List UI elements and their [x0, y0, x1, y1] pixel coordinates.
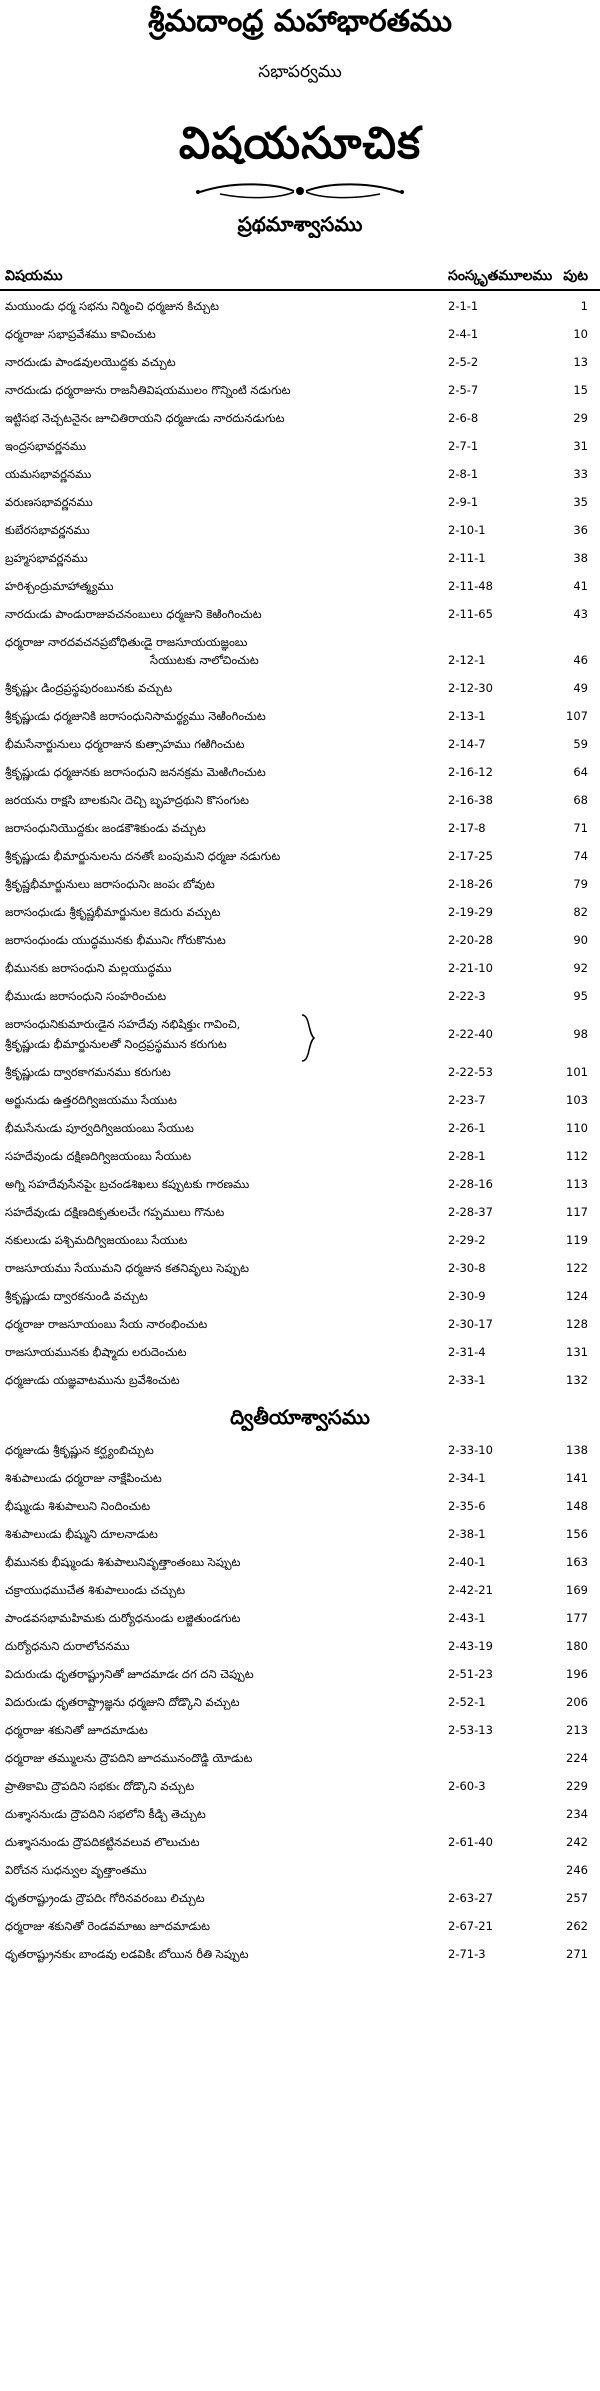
toc-row — [0, 1287, 600, 1311]
entry-page: 271 — [566, 1947, 588, 1961]
toc-row — [0, 1091, 600, 1115]
entry-subject: రాజసూయమునకు భీష్మాదు లరుదెంచుట — [5, 1345, 187, 1359]
entry-subject: ధర్మరాజు శకునితో రెండవమాఱు జూదమాడుట — [5, 1919, 211, 1933]
entry-reference: 2-30-17 — [448, 1317, 493, 1331]
entry-page: 10 — [573, 327, 588, 341]
entry-page: 92 — [573, 961, 588, 975]
entry-page: 103 — [566, 1093, 588, 1107]
entry-reference: 2-11-65 — [448, 607, 493, 621]
entry-reference: 2-71-3 — [448, 1947, 486, 1961]
toc-title: విషయసూచిక — [178, 118, 422, 169]
toc-row — [0, 1203, 600, 1227]
entry-page: 41 — [573, 579, 588, 593]
entry-subject: పాండవసభామహిమకు దుర్యోధనుండు లజ్జితుండగుట — [5, 1611, 241, 1625]
toc-row — [0, 931, 600, 955]
column-header-subject: విషయము — [5, 268, 63, 284]
entry-page: 124 — [566, 1289, 588, 1303]
entry-subject: జరాసంధుఁడు శ్రీకృష్ణభీమార్జునుల కెదురు వచ్చుట — [5, 905, 221, 919]
toc-row — [0, 1119, 600, 1143]
entry-reference: 2-21-10 — [448, 961, 493, 975]
entry-page: 36 — [573, 523, 588, 537]
entry-page: 71 — [573, 821, 588, 835]
entry-page: 107 — [566, 709, 588, 723]
entry-page: 68 — [573, 793, 588, 807]
toc-row — [0, 521, 600, 545]
column-header-reference: సంస్కృతమూలము — [448, 268, 553, 284]
entry-subject: రాజసూయము సేయుమని ధర్మజున కతనివృలు సెప్పుట — [5, 1261, 250, 1275]
toc-row — [0, 1553, 600, 1577]
toc-row — [0, 819, 600, 843]
toc-row — [0, 1805, 600, 1829]
entry-reference: 2-40-1 — [448, 1555, 486, 1569]
entry-reference: 2-5-2 — [448, 355, 479, 369]
entry-reference: 2-26-1 — [448, 1121, 486, 1135]
entry-reference: 2-11-1 — [448, 551, 486, 565]
entry-reference: 2-1-1 — [448, 299, 479, 313]
entry-subject: మయుండు ధర్మ సభను నిర్మించి ధర్మజున కిచ్చుట — [5, 299, 219, 313]
entry-reference: 2-28-16 — [448, 1177, 493, 1191]
entry-page: 206 — [566, 1695, 588, 1709]
entry-reference: 2-11-48 — [448, 579, 493, 593]
toc-row — [0, 1497, 600, 1521]
entry-reference: 2-5-7 — [448, 383, 479, 397]
entry-reference: 2-53-13 — [448, 1723, 493, 1737]
toc-row — [0, 1315, 600, 1339]
entry-subject: శ్రీకృష్ణుఁడు భీమార్జునులను దనతోఁ బంపుమని ధర్మజు నడుగుట — [5, 849, 281, 863]
chapter-title: ప్రథమాశ్వాసము — [237, 212, 363, 236]
entry-page: 95 — [573, 989, 588, 1003]
entry-page: 98 — [573, 1027, 588, 1041]
entry-page: 110 — [566, 1121, 588, 1135]
entry-page: 46 — [573, 653, 588, 667]
flourish-ornament — [190, 178, 410, 204]
toc-row — [0, 493, 600, 517]
entry-subject: సహదేవుండు దక్షిణదిగ్విజయంబు సేయుట — [5, 1149, 192, 1163]
entry-page: 262 — [566, 1919, 588, 1933]
entry-reference: 2-4-1 — [448, 327, 479, 341]
entry-page: 131 — [566, 1345, 588, 1359]
toc-row — [0, 297, 600, 321]
entry-page: 128 — [566, 1317, 588, 1331]
toc-row — [0, 1693, 600, 1717]
entry-subject: ధర్మరాజు తమ్ములను ద్రౌపదిని జూదమునందొడ్డి యోడుట — [5, 1751, 253, 1765]
entry-page: 74 — [573, 849, 588, 863]
toc-row — [0, 465, 600, 489]
toc-row — [0, 847, 600, 871]
entry-page: 64 — [573, 765, 588, 779]
book-title: శ్రీమదాంధ్ర మహాభారతము — [147, 4, 453, 39]
entry-reference: 2-10-1 — [448, 523, 486, 537]
entry-page: 59 — [573, 737, 588, 751]
entry-reference: 2-16-12 — [448, 765, 493, 779]
entry-page: 246 — [566, 1863, 588, 1877]
entry-reference: 2-18-26 — [448, 877, 493, 891]
entry-reference: 2-22-3 — [448, 989, 486, 1003]
toc-row — [0, 381, 600, 405]
entry-reference: 2-35-6 — [448, 1499, 486, 1513]
entry-subject: విరోచన సుధన్వుల వృత్తాంతము — [5, 1863, 147, 1877]
entry-subject: శ్రీకృష్ణుఁడు ద్వారకాగమనము కరుగుట — [5, 1065, 171, 1079]
entry-subject: బ్రహ్మసభావర్ణనము — [5, 551, 88, 565]
toc-row — [0, 577, 600, 601]
entry-subject: నకులుఁడు పశ్చిమదిగ్విజయంబు సేయుట — [5, 1233, 188, 1247]
parva-name: సభాపర్వము — [258, 62, 342, 82]
entry-reference: 2-33-10 — [448, 1443, 493, 1457]
toc-row — [0, 325, 600, 349]
toc-row — [0, 1889, 600, 1913]
toc-row — [0, 1777, 600, 1801]
toc-row — [0, 1581, 600, 1605]
entry-page: 257 — [566, 1891, 588, 1905]
toc-row — [0, 1469, 600, 1493]
entry-subject: జరాసంధునికుమారుఁడైన సహదేవు నభిషిక్తుఁ గావించి, — [5, 1017, 241, 1031]
toc-row — [0, 1665, 600, 1689]
toc-row — [0, 1147, 600, 1171]
toc-row — [0, 903, 600, 927]
entry-reference: 2-9-1 — [448, 495, 479, 509]
toc-row — [0, 605, 600, 629]
entry-subject: వరుణసభావర్ణనము — [5, 495, 93, 509]
toc-row — [0, 707, 600, 731]
entry-reference: 2-13-1 — [448, 709, 486, 723]
entry-subject: శిశుపాలుఁడు భీష్ముని దూలనాడుట — [5, 1527, 158, 1541]
toc-row — [0, 633, 600, 675]
entry-reference: 2-19-29 — [448, 905, 493, 919]
entry-reference: 2-28-1 — [448, 1149, 486, 1163]
entry-page: 132 — [566, 1373, 588, 1387]
toc-row — [0, 409, 600, 433]
entry-subject: జరయను రాక్షసి బాలకునిఁ దెచ్చి బృహద్రథుని కొసంగుట — [5, 793, 249, 807]
entry-page: 13 — [573, 355, 588, 369]
toc-row — [0, 1371, 600, 1395]
entry-reference: 2-42-21 — [448, 1583, 493, 1597]
entry-reference: 2-12-1 — [448, 653, 486, 667]
toc-row — [0, 1833, 600, 1857]
entry-page: 82 — [573, 905, 588, 919]
entry-reference: 2-28-37 — [448, 1205, 493, 1219]
entry-subject: ధృతరాష్ట్రుండు ద్రౌపదిఁ గోరినవరంబు లిచ్చుట — [5, 1891, 205, 1905]
column-header-page: పుట — [563, 268, 588, 284]
entry-subject: ధర్మరాజు శకునితో జూదమాడుట — [5, 1723, 148, 1737]
entry-subject: ధృతరాష్ట్రునకుఁ బాండవు లడవికిఁ బోయిన రీతి సెప్పుట — [5, 1947, 249, 1961]
entry-subject: ధర్మజుఁడు యజ్ఞవాటమును బ్రవేశించుట — [5, 1373, 180, 1387]
toc-row — [0, 549, 600, 573]
entry-page: 90 — [573, 933, 588, 947]
entry-page: 169 — [566, 1583, 588, 1597]
toc-row — [0, 1063, 600, 1087]
entry-reference: 2-23-7 — [448, 1093, 486, 1107]
entry-reference: 2-33-1 — [448, 1373, 486, 1387]
toc-row — [0, 987, 600, 1011]
entry-reference: 2-34-1 — [448, 1471, 486, 1485]
entry-subject: భీమునకు భీష్ముండు శిశుపాలునివృత్తాంతంబు సెప్పుట — [5, 1555, 241, 1569]
entry-subject: దుశ్శాసనుఁడు ద్రౌపదిని సభలోని కీడ్చి తెచ్చుట — [5, 1807, 206, 1821]
entry-page: 15 — [573, 383, 588, 397]
entry-page: 148 — [566, 1499, 588, 1513]
toc-row — [0, 353, 600, 377]
entry-subject: ధర్మరాజు నారదవచనప్రబోధితుఁడై రాజసూయయజ్ఞంబు — [5, 635, 248, 649]
entry-reference: 2-31-4 — [448, 1345, 486, 1359]
entry-subject: విదురుఁడు ధృతరాష్ట్రునితో జూదమాడఁ దగ దని చెప్పుట — [5, 1667, 254, 1681]
entry-subject: భీముఁడు జరాసంధుని సంహరించుట — [5, 989, 167, 1003]
entry-reference: 2-12-30 — [448, 681, 493, 695]
entry-subject: శ్రీకృష్ణుఁడు ధర్మజునకు జరాసంధుని జననక్రమ మెఱిఁగించుట — [5, 765, 266, 779]
entry-reference: 2-51-23 — [448, 1667, 493, 1681]
entry-reference: 2-6-8 — [448, 411, 479, 425]
entry-page: 122 — [566, 1261, 588, 1275]
entry-reference: 2-14-7 — [448, 737, 486, 751]
entry-page: 43 — [573, 607, 588, 621]
toc-row — [0, 1749, 600, 1773]
entry-reference: 2-61-40 — [448, 1835, 493, 1849]
entry-reference: 2-30-9 — [448, 1289, 486, 1303]
entry-page: 112 — [566, 1149, 588, 1163]
entry-page: 196 — [566, 1667, 588, 1681]
entry-subject: ధర్మజుఁడు శ్రీకృష్ణున కర్ఘ్యంబిచ్చుట — [5, 1443, 154, 1457]
toc-row — [0, 875, 600, 899]
toc-row — [0, 1861, 600, 1885]
toc-row — [0, 679, 600, 703]
entry-page: 213 — [566, 1723, 588, 1737]
entry-page: 119 — [566, 1233, 588, 1247]
entry-page: 101 — [566, 1065, 588, 1079]
toc-row — [0, 1231, 600, 1255]
entry-subject: శ్రీకృష్ణుఁడు ధర్మజునికి జరాసంధునిసామర్థ్యము నెఱింగించుట — [5, 709, 266, 723]
entry-reference: 2-29-2 — [448, 1233, 486, 1247]
entry-reference: 2-22-53 — [448, 1065, 493, 1079]
entry-page: 35 — [573, 495, 588, 509]
toc-row — [0, 1917, 600, 1941]
entry-page: 79 — [573, 877, 588, 891]
entry-subject: ఇంద్రసభావర్ణనము — [5, 439, 87, 453]
entry-subject: భీమసేనార్జునులు ధర్మరాజున కుత్సాహము గఱిగించుట — [5, 737, 245, 751]
entry-subject: శ్రీకృష్ణుఁ డింద్రప్రస్థపురంబునకు వచ్చుట — [5, 681, 173, 695]
entry-subject: జరాసంధుండు యుద్ధమునకు భీమునిఁ గోరుకొనుట — [5, 933, 226, 947]
entry-subject: శిశుపాలుఁడు ధర్మరాజు నాక్షేపించుట — [5, 1471, 162, 1485]
entry-reference: 2-20-28 — [448, 933, 493, 947]
entry-subject: సహదేవుఁడు దక్షిణదిక్పతులచేఁ గప్పములు గొనుట — [5, 1205, 225, 1219]
entry-reference: 2-17-8 — [448, 821, 486, 835]
entry-subject: అగ్ని సహదేవుసేనపైఁ బ్రచండశిఖలు కప్పుటకు గారణము — [5, 1177, 250, 1191]
entry-subject-continued: శ్రీకృష్ణుఁడు భీమార్జునులతో నింద్రప్రస్థమున కరుగుట — [5, 1037, 227, 1051]
entry-reference: 2-17-25 — [448, 849, 493, 863]
toc-row — [0, 437, 600, 461]
entry-reference: 2-52-1 — [448, 1695, 486, 1709]
entry-subject: అర్జునుడు ఉత్తరదిగ్విజయము సేయుట — [5, 1093, 177, 1107]
entry-reference: 2-16-38 — [448, 793, 493, 807]
entry-page: 141 — [566, 1471, 588, 1485]
entry-page: 138 — [566, 1443, 588, 1457]
toc-row — [0, 1441, 600, 1465]
entry-reference: 2-8-1 — [448, 467, 479, 481]
entry-page: 1 — [580, 299, 588, 313]
header-rule — [0, 289, 600, 291]
entry-subject: శ్రీకృష్ణుఁడు ద్వారకనుండి వచ్చుట — [5, 1289, 148, 1303]
entry-subject: ప్రాతికామి ద్రౌపదిని సభకుఁ దోడ్కొని వచ్చుట — [5, 1779, 195, 1793]
entry-page: 156 — [566, 1527, 588, 1541]
entry-reference: 2-60-3 — [448, 1779, 486, 1793]
toc-row — [0, 735, 600, 759]
entry-page: 234 — [566, 1807, 588, 1821]
entry-subject-continued: సేయుటకు నాలోచించుట — [150, 653, 259, 667]
entry-reference: 2-30-8 — [448, 1261, 486, 1275]
entry-page: 163 — [566, 1555, 588, 1569]
entry-subject: జరాసంధునియొద్దకుఁ జండకౌశికుండు వచ్చుట — [5, 821, 206, 835]
entry-reference: 2-63-27 — [448, 1891, 493, 1905]
toc-row — [0, 791, 600, 815]
entry-subject: హరిశ్చంద్రుమాహాత్మ్యము — [5, 579, 114, 593]
toc-row — [0, 1945, 600, 1969]
toc-row — [0, 1721, 600, 1745]
toc-row — [0, 959, 600, 983]
entry-subject: దుశ్శాసనుండు ద్రౌపదికట్టినవలువ లొలుచుట — [5, 1835, 200, 1849]
toc-row — [0, 1637, 600, 1661]
entry-page: 229 — [566, 1779, 588, 1793]
entry-reference: 2-7-1 — [448, 439, 479, 453]
entry-reference: 2-22-40 — [448, 1027, 493, 1041]
entry-page: 224 — [566, 1751, 588, 1765]
entry-subject: ధర్మరాజు రాజసూయంబు సేయ నారంభించుట — [5, 1317, 208, 1331]
toc-row — [0, 1609, 600, 1633]
entry-subject: కుబేరసభావర్ణనము — [5, 523, 90, 537]
entry-subject: శ్రీకృష్ణభీమార్జునులు జరాసంధునిఁ జంపఁ బోవుట — [5, 877, 215, 891]
entry-page: 33 — [573, 467, 588, 481]
entry-reference: 2-67-21 — [448, 1919, 493, 1933]
toc-row — [0, 1525, 600, 1549]
entry-subject: భీమసేనుఁడు పూర్వదిగ్విజయంబు సేయుట — [5, 1121, 194, 1135]
entry-page: 38 — [573, 551, 588, 565]
entry-subject: నారదుఁడు పాండురాజువచనంబులు ధర్మజుని కెఱింగించుట — [5, 607, 262, 621]
entry-subject: యమసభావర్ణనము — [5, 467, 92, 481]
entry-subject: చక్రాయుధముచేత శిశుపాలుండు చచ్చుట — [5, 1583, 186, 1597]
toc-row — [0, 1259, 600, 1283]
entry-page: 117 — [566, 1205, 588, 1219]
entry-reference: 2-43-1 — [448, 1611, 486, 1625]
entry-subject: నారదుఁడు ధర్మరాజును రాజనీతివిషయములం గొన్నింటి నడుగుట — [5, 383, 291, 397]
entry-subject: విదురుఁడు ధృతరాష్ట్రాజ్ఞను ధర్మజుని దోడ్కొని వచ్చుట — [5, 1695, 240, 1709]
entry-page: 242 — [566, 1835, 588, 1849]
entry-subject: ధర్మరాజు సభాప్రవేశము కావించుట — [5, 327, 156, 341]
entry-subject: భీష్ముఁడు శిశుపాలుని నిందించుట — [5, 1499, 151, 1513]
entry-page: 180 — [566, 1639, 588, 1653]
entry-page: 113 — [566, 1177, 588, 1191]
entry-page: 49 — [573, 681, 588, 695]
toc-row — [0, 1343, 600, 1367]
entry-subject: నారదుఁడు పాండవులయొద్దకు వచ్చుట — [5, 355, 176, 369]
entry-page: 31 — [573, 439, 588, 453]
entry-subject: ఇట్టిసభ నెచ్చటనైనఁ జూచితిరాయని ధర్మజుఁడు నారదునడుగుట — [5, 411, 285, 425]
entry-reference: 2-38-1 — [448, 1527, 486, 1541]
toc-row — [0, 763, 600, 787]
right-brace-icon — [298, 1013, 318, 1063]
column-header-row — [0, 264, 600, 290]
entry-subject: భీమునకు జరాసంధుని మల్లయుద్ధము — [5, 961, 172, 975]
entry-page: 177 — [566, 1611, 588, 1625]
toc-row — [0, 1175, 600, 1199]
chapter-title: ద్వితీయాశ్వాసము — [230, 1405, 370, 1429]
entry-reference: 2-43-19 — [448, 1639, 493, 1653]
entry-subject: దుర్యోధనుని దురాలోచనము — [5, 1639, 130, 1653]
entry-page: 29 — [573, 411, 588, 425]
